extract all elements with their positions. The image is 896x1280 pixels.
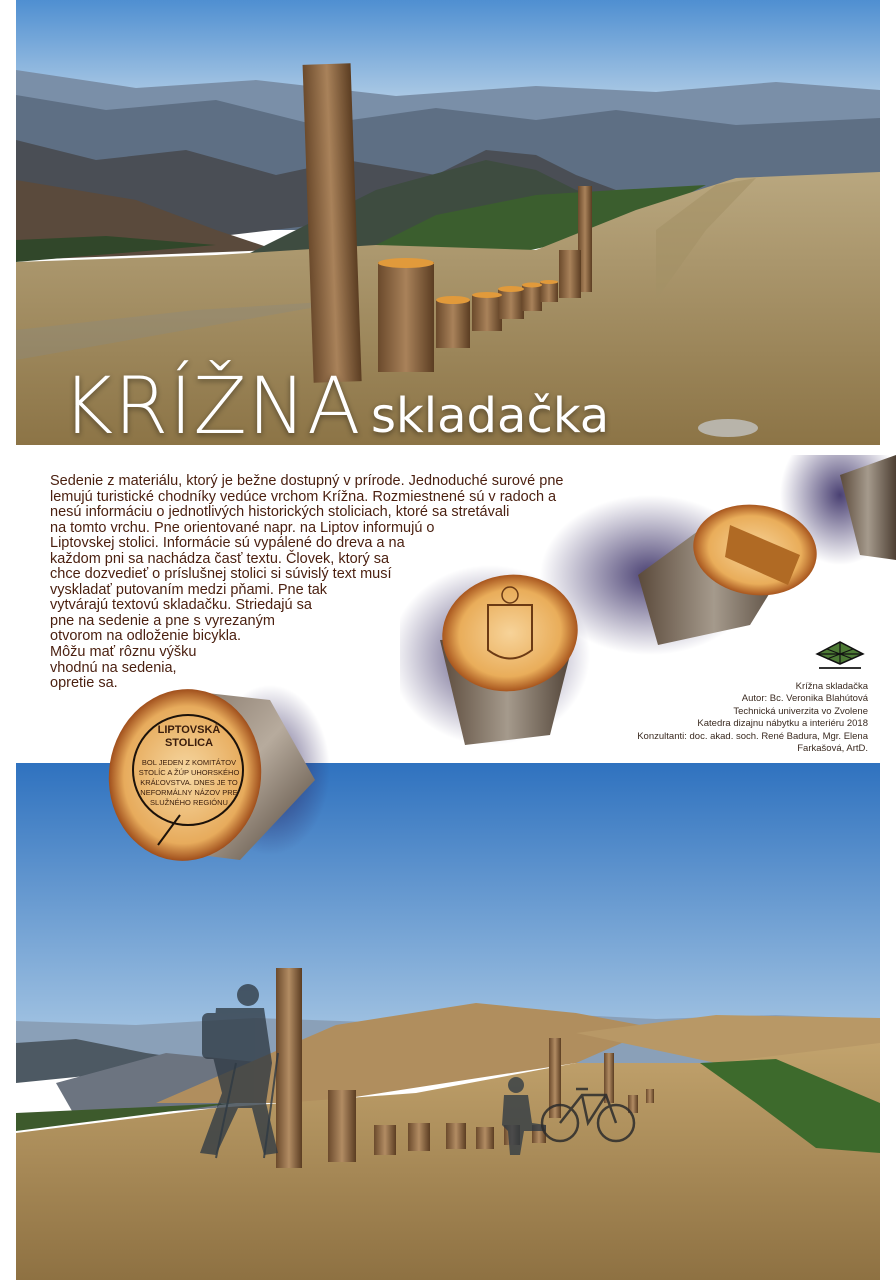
description-line: Liptovskej stolici. Informácie sú vypálené do dreva a na	[50, 535, 405, 552]
description-line: vyskladať putovaním medzi pňami. Pne tak	[50, 581, 328, 598]
caption-body-line: STOLÍC A ŽÚP UHORSKÉHO	[138, 768, 240, 777]
credits-line: Autor: Bc. Veronika Blahútová	[741, 693, 868, 705]
caption-body-line: BOL JEDEN Z KOMITÁTOV	[141, 758, 237, 767]
caption-body-line: KRÁĽOVSTVA. DNES JE TO	[140, 778, 238, 787]
poster-subtitle: skladačka	[371, 388, 610, 444]
poster-title: KRÍŽNA	[62, 362, 362, 445]
description-line: Môžu mať rôznu výšku	[50, 643, 197, 660]
credits-block	[637, 681, 868, 755]
description-line: otvorom na odloženie bicykla.	[50, 628, 242, 645]
description-line: Sedenie z materiálu, ktorý je bežne dostupný v prírode. Jednoduché surové pne	[50, 473, 564, 489]
university-logo	[813, 640, 867, 672]
logo-icon	[813, 640, 867, 672]
description-line: lemujú turistické chodníky vedúce vrchom Krížna. Rozmiestnené sú v radoch a	[50, 488, 557, 505]
liptovska-stolica-caption	[134, 724, 244, 808]
description-line: chce dozvedieť o príslušnej stolici si súvislý text musí	[50, 566, 392, 582]
caption-body-line: NEFORMÁLNY NÁZOV PRE	[140, 788, 238, 797]
caption-title-line: STOLICA	[164, 737, 214, 749]
credits-line: Technická univerzita vo Zvolene	[733, 705, 868, 717]
description-line: na tomto vrchu. Pne orientované napr. na Liptov informujú o	[50, 519, 435, 536]
top-landscape-photo	[16, 0, 880, 445]
description-line: opretie sa.	[50, 675, 118, 692]
description-line: vhodnú na sedenia,	[50, 659, 177, 676]
description-line: pne na sedenie a pne s vyrezaným	[50, 612, 275, 629]
credits-line: Katedra dizajnu nábytku a interiéru 2018	[697, 718, 868, 730]
description-line: nesú informáciu o jednotlivých historických stoliciach, ktoré sa stretávali	[50, 504, 510, 521]
caption-title-line: LIPTOVSKÁ	[157, 724, 221, 736]
description-line: každom pni sa nachádza časť textu. Človek, ktorý sa	[50, 550, 390, 567]
description-line: vytvárajú textovú skladačku. Striedajú sa	[50, 597, 312, 614]
credits-line: Krížna skladačka	[795, 681, 868, 692]
credits-line: Konzultanti: doc. akad. soch. René Badura, Mgr. Elena	[637, 730, 868, 742]
caption-body-line: SLUŽNÉHO REGIÓNU	[150, 798, 228, 807]
credits-line: Farkašová, ArtD.	[797, 743, 868, 755]
